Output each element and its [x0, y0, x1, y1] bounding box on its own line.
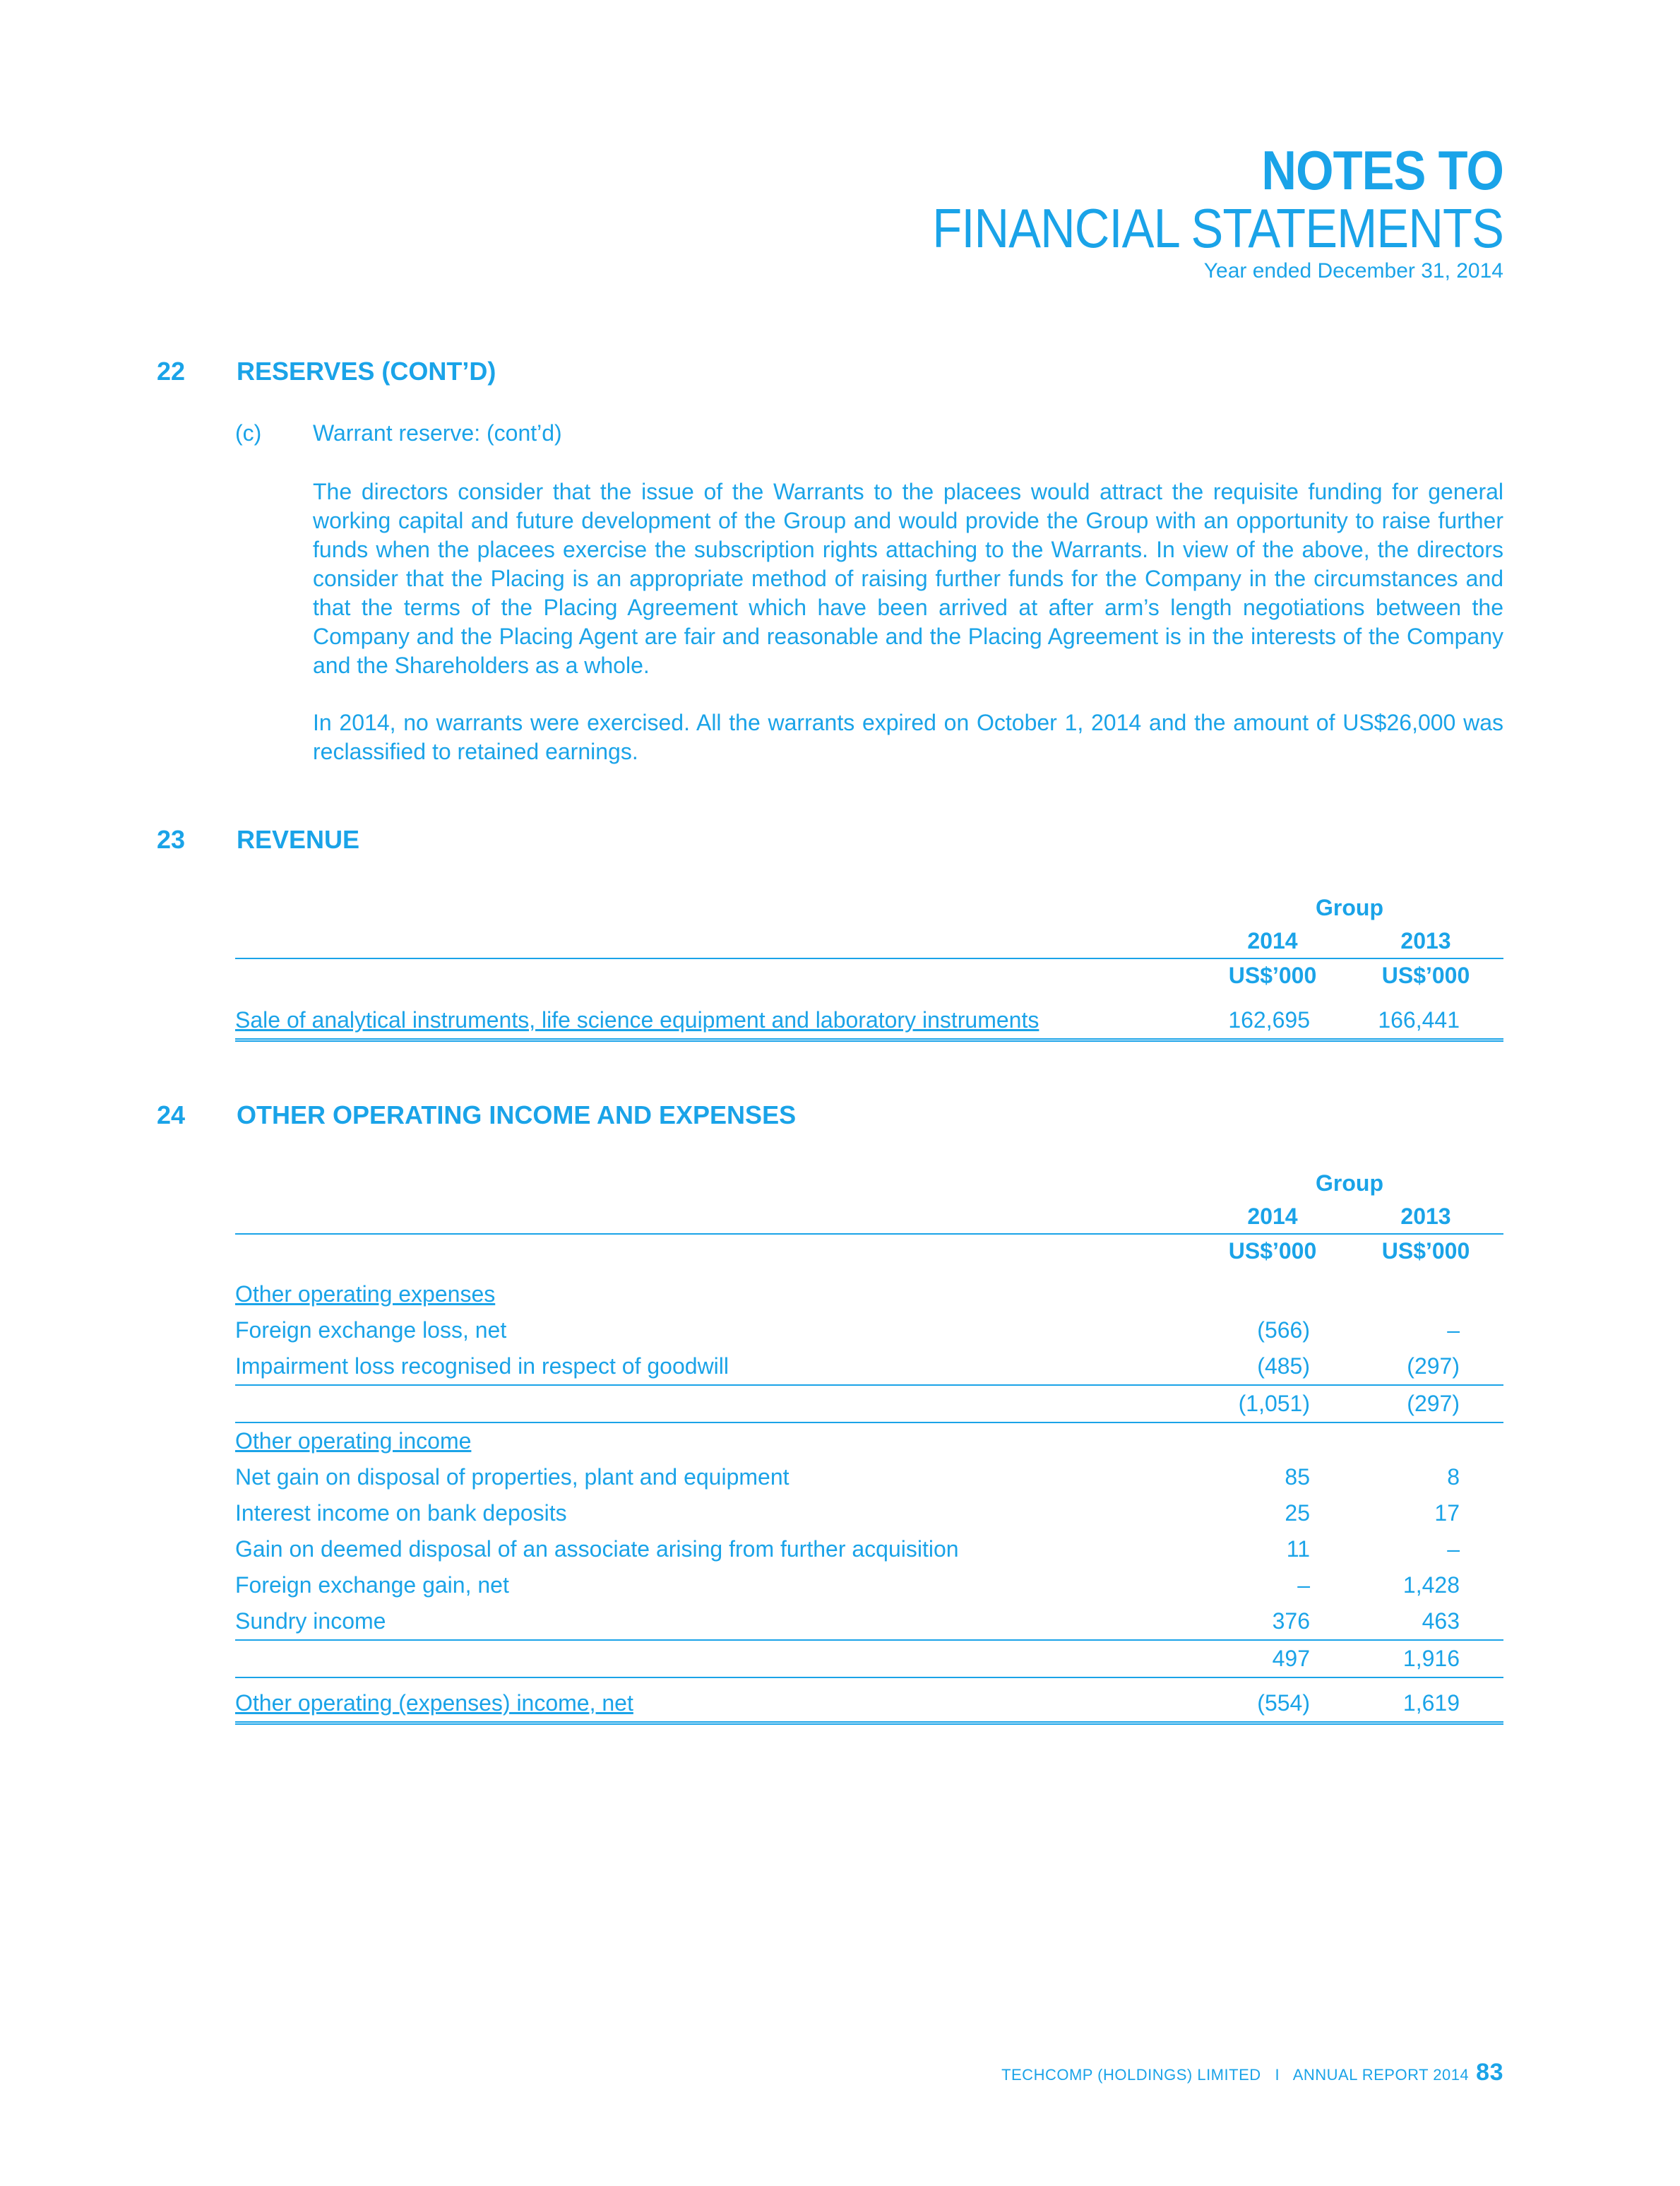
subitem-title: Warrant reserve: (cont’d): [313, 420, 562, 446]
table-header-group: [235, 1167, 1503, 1200]
table-header-units: [235, 959, 1503, 992]
table-header-years: [235, 925, 1503, 958]
section-22-heading: [157, 357, 496, 386]
value-2014: (566): [1257, 1317, 1310, 1343]
subitem-c: [235, 420, 562, 446]
row-label: Foreign exchange gain, net: [235, 1572, 509, 1598]
expenses-total-row: [235, 1386, 1503, 1422]
row-label: Sundry income: [235, 1608, 386, 1634]
other-income-table: [235, 1167, 1503, 1725]
expenses-heading: Other operating expenses: [235, 1281, 496, 1307]
header-title: NOTES TO: [1261, 139, 1503, 201]
expenses-heading-row: [235, 1276, 1503, 1312]
value-2014: (485): [1257, 1353, 1310, 1379]
value-2013: –: [1447, 1536, 1460, 1562]
value-2013: (297): [1407, 1353, 1460, 1379]
table-header-years: [235, 1200, 1503, 1233]
section-title: RESERVES (CONT’D): [237, 357, 496, 386]
value-2013: 463: [1422, 1608, 1460, 1634]
value-2013: –: [1447, 1317, 1460, 1343]
section-number: 23: [157, 825, 186, 854]
year-2013: 2013: [1400, 1204, 1451, 1229]
footer-text: TECHCOMP (HOLDINGS) LIMITED I ANNUAL REPORT 2014: [1001, 2066, 1470, 2084]
revenue-table: [235, 891, 1503, 1042]
expenses-total-2014: (1,051): [1238, 1391, 1310, 1416]
income-total-row: [235, 1641, 1503, 1677]
unit-2013: US$’000: [1381, 963, 1470, 988]
row-label: Foreign exchange loss, net: [235, 1317, 507, 1343]
value-2014: 11: [1286, 1536, 1310, 1562]
unit-2014: US$’000: [1228, 1238, 1317, 1264]
row-label: Sale of analytical instruments, life science equipment and laboratory instruments: [235, 1007, 1039, 1033]
value-2014: 376: [1272, 1608, 1310, 1634]
section-23-heading: [157, 825, 359, 855]
row-label: Net gain on disposal of properties, plant and equipment: [235, 1464, 790, 1490]
net-row: [235, 1685, 1503, 1725]
table-header-group: [235, 891, 1503, 925]
net-2014: (554): [1257, 1690, 1310, 1716]
value-2013: 8: [1447, 1464, 1460, 1490]
section-number: 24: [157, 1100, 186, 1129]
row-label: Interest income on bank deposits: [235, 1500, 567, 1526]
table-row: [235, 1348, 1503, 1384]
income-total-2014: 497: [1272, 1646, 1310, 1671]
row-label: Impairment loss recognised in respect of goodwill: [235, 1353, 729, 1379]
section-title: REVENUE: [237, 825, 360, 854]
value-2013: 17: [1434, 1500, 1460, 1526]
net-label: Other operating (expenses) income, net: [235, 1690, 633, 1716]
year-2013: 2013: [1400, 928, 1451, 954]
table-row: [235, 1495, 1503, 1531]
table-row: [235, 1567, 1503, 1603]
year-2014: 2014: [1247, 1204, 1298, 1229]
paragraph-expired: In 2014, no warrants were exercised. All the warrants expired on October 1, 2014 and the amount of US$26,000 was reclassified to retained earnings.: [313, 710, 1503, 764]
unit-2014: US$’000: [1228, 963, 1317, 988]
value-2014: –: [1297, 1572, 1310, 1598]
group-label: Group: [1316, 895, 1383, 920]
value-2014: 25: [1285, 1500, 1310, 1526]
group-label: Group: [1316, 1170, 1383, 1196]
value-2014: 85: [1285, 1464, 1310, 1490]
value-2013: 1,428: [1402, 1572, 1460, 1598]
year-2014: 2014: [1247, 928, 1298, 954]
table-row: [235, 1002, 1503, 1042]
income-total-2013: 1,916: [1402, 1646, 1460, 1671]
table-row: [235, 1603, 1503, 1639]
page-number: 83: [1476, 2059, 1503, 2086]
value-2013: 166,441: [1378, 1007, 1460, 1033]
table-row: [235, 1312, 1503, 1348]
table-row: [235, 1531, 1503, 1567]
expenses-total-2013: (297): [1407, 1391, 1460, 1416]
income-heading-row: [235, 1423, 1503, 1459]
unit-2013: US$’000: [1381, 1238, 1470, 1264]
income-heading: Other operating income: [235, 1428, 472, 1454]
page-header: [854, 141, 1503, 284]
table-header-units: [235, 1235, 1503, 1268]
header-year: Year ended December 31, 2014: [1203, 259, 1503, 283]
row-label: Gain on deemed disposal of an associate arising from further acquisition: [235, 1536, 959, 1562]
subitem-letter: (c): [235, 420, 262, 446]
value-2014: 162,695: [1228, 1007, 1310, 1033]
section-24-heading: [157, 1100, 796, 1130]
table-row: [235, 1459, 1503, 1495]
section-number: 22: [157, 357, 186, 386]
section-title: OTHER OPERATING INCOME AND EXPENSES: [237, 1100, 797, 1129]
header-subtitle: FINANCIAL STATEMENTS: [932, 197, 1503, 259]
net-2013: 1,619: [1402, 1690, 1460, 1716]
paragraph-warrants: The directors consider that the issue of the Warrants to the placees would attract the requisite funding for general working capital and future development of the Group and would provide the Group with an opportunity to raise further funds when the placees exercise the subscription rights attaching to the Warrants. In view of the above, the directors consider that the Placing is an appropriate method of raising further funds for the Company in the circumstances and that the terms of the Placing Agreement which have been arrived at after arm’s length negotiations between the Company and the Placing Agent are fair and reasonable and the Placing Agreement is in the interests of the Company and the Shareholders as a whole.: [313, 479, 1503, 678]
page-footer: [1001, 2059, 1503, 2086]
